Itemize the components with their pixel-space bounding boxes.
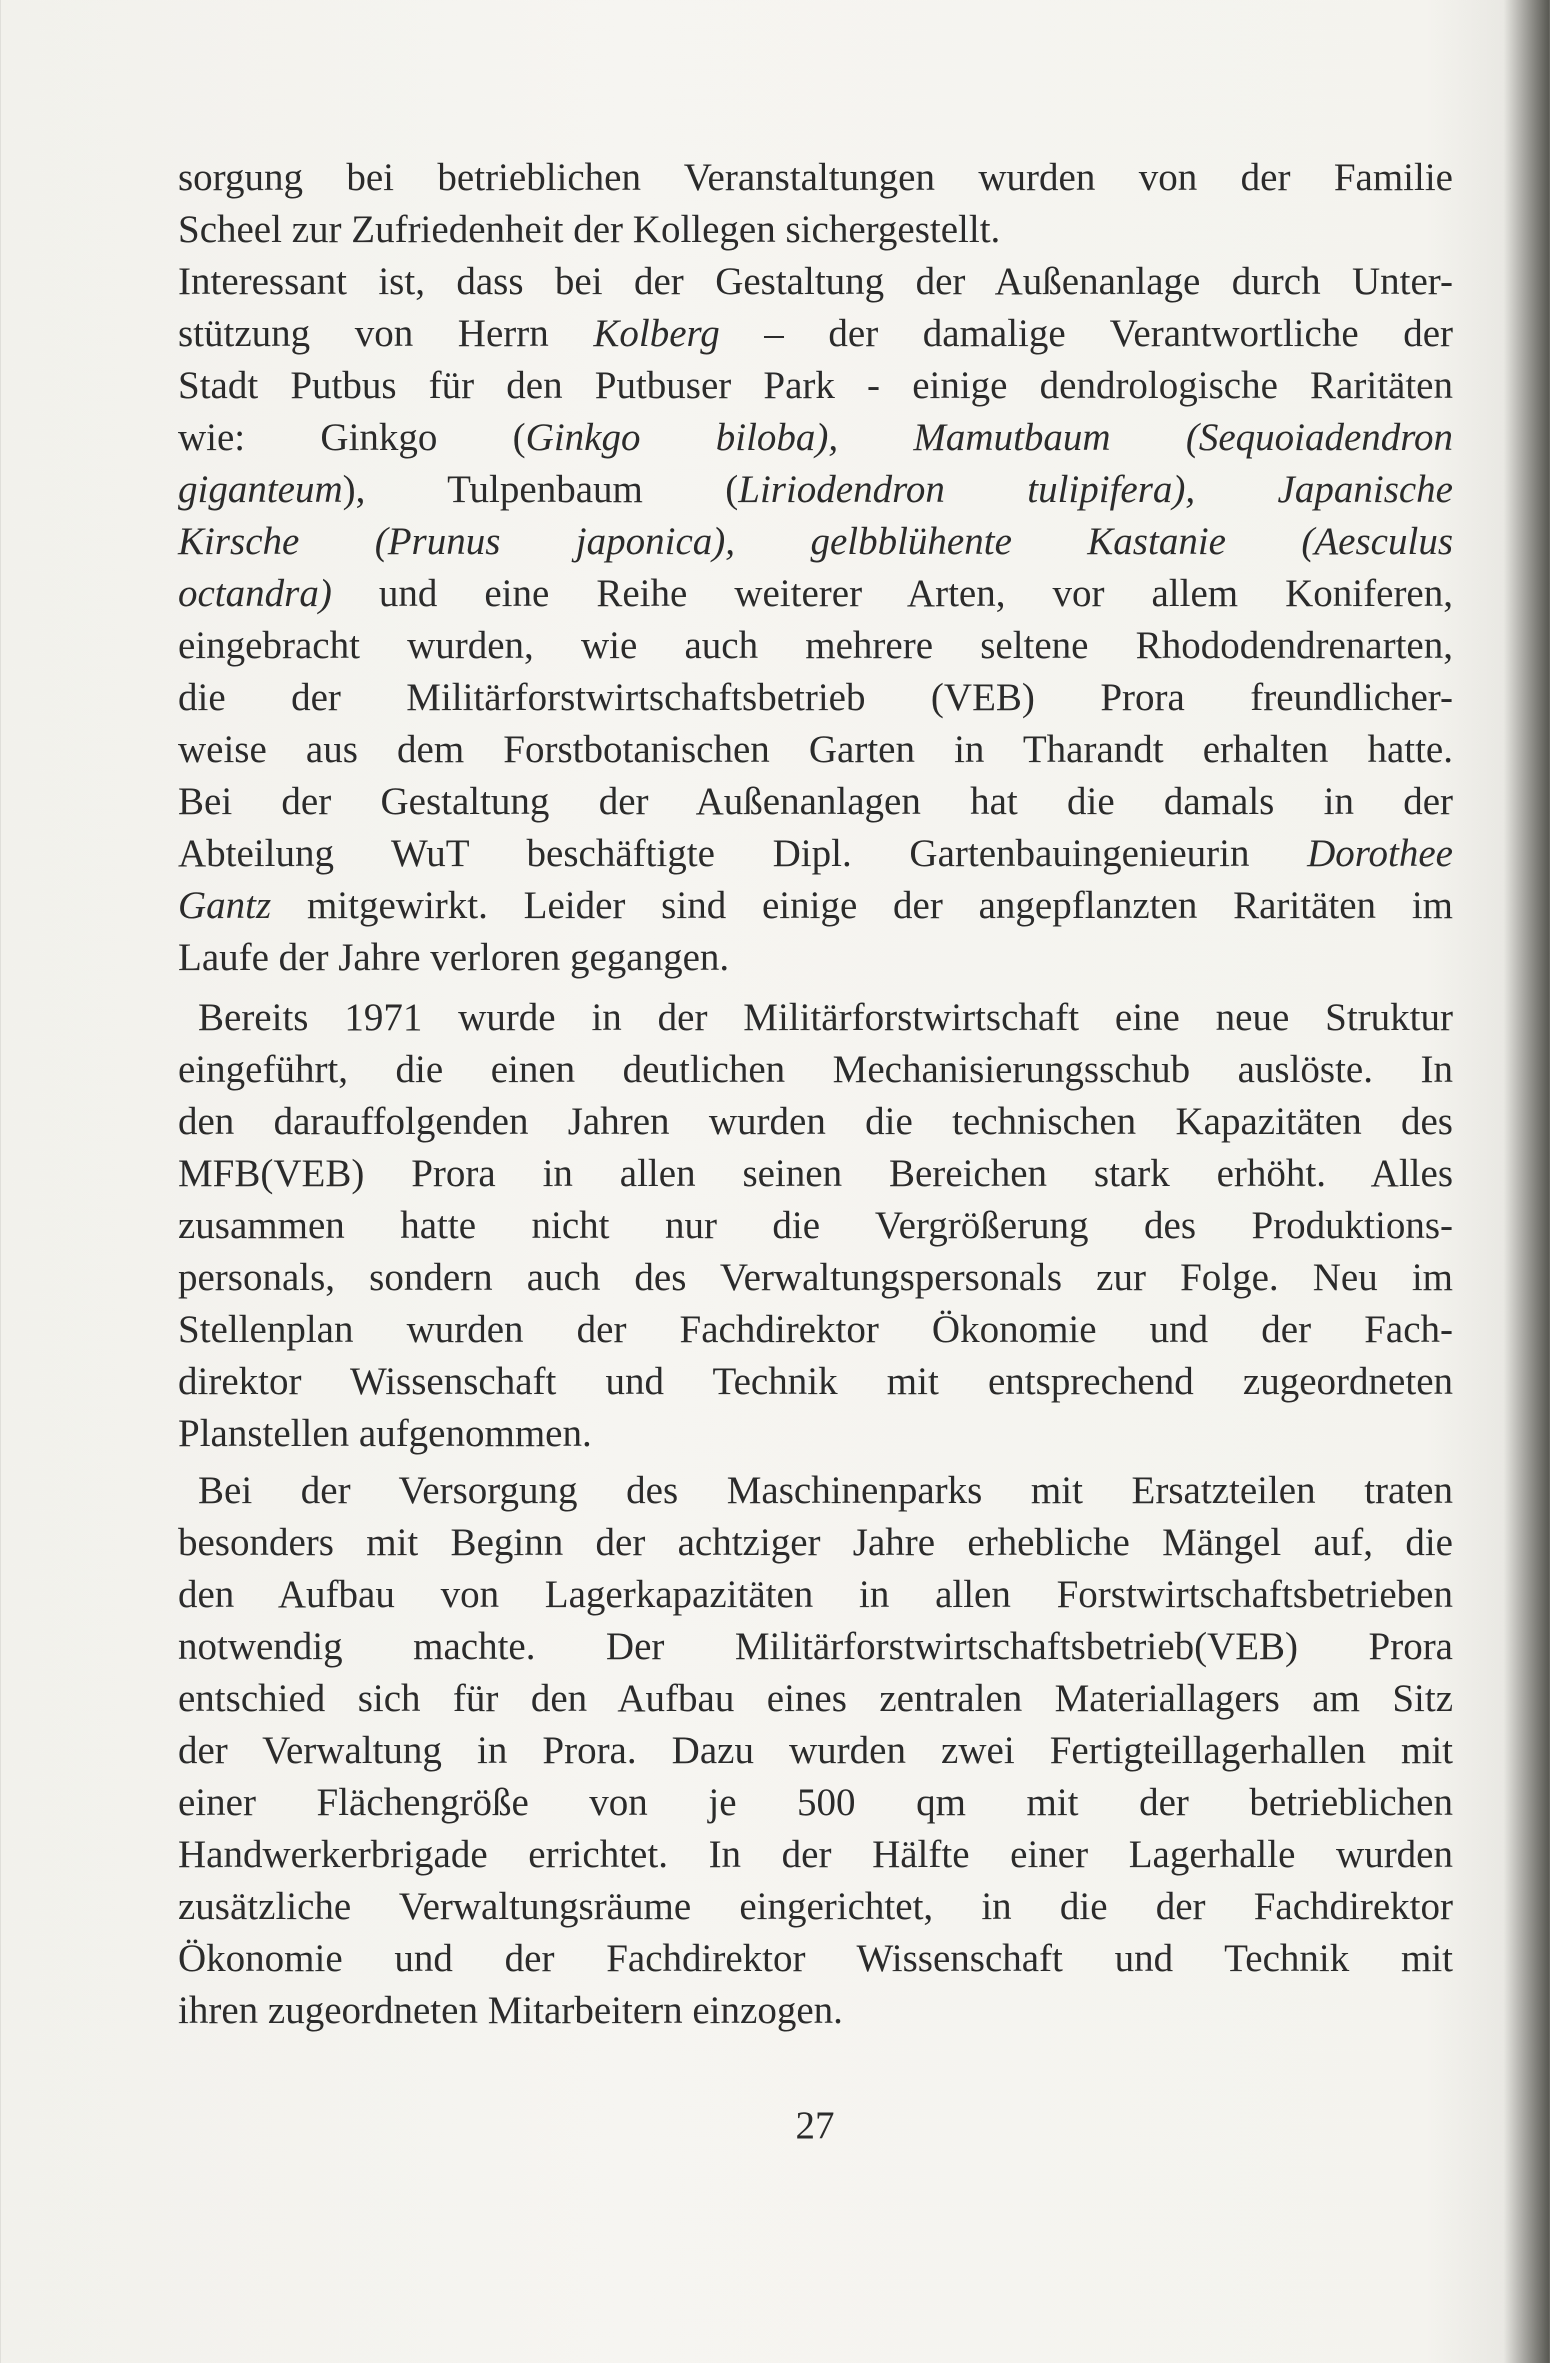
page-number: 27 <box>795 2104 835 2147</box>
text-line <box>178 1985 1453 2037</box>
text-segment: die der Militärforstwirtschaftsbetrieb (VEB) Prora freundlicher- <box>178 676 1453 719</box>
text-line <box>178 1200 1453 1252</box>
text-line <box>178 1673 1453 1725</box>
text-segment: der Verwaltung in Prora. Dazu wurden zwei Fertigteillagerhallen mit <box>178 1729 1453 1772</box>
text-segment: den darauffolgenden Jahren wurden die technischen Kapazitäten des <box>178 1100 1453 1143</box>
text-line <box>178 256 1453 308</box>
text-line <box>178 1829 1453 1881</box>
text-segment: MFB(VEB) Prora in allen seinen Bereichen stark erhöht. Alles <box>178 1152 1453 1195</box>
text-line <box>178 828 1453 880</box>
text-segment: ), Tulpenbaum ( <box>342 468 739 511</box>
text-line <box>178 880 1453 932</box>
text-segment: eingebracht wurden, wie auch mehrere seltene Rhododendrenarten, <box>178 624 1453 667</box>
text-segment: und eine Reihe weiterer Arten, vor allem Koniferen, <box>331 572 1453 615</box>
text-line <box>178 1148 1453 1200</box>
text-segment: eingeführt, die einen deutlichen Mechanisierungsschub auslöste. In <box>178 1048 1453 1091</box>
text-line <box>178 1881 1453 1933</box>
text-segment: entschied sich für den Aufbau eines zentralen Materiallagers am Sitz <box>178 1677 1453 1720</box>
text-segment: weise aus dem Forstbotanischen Garten in Tharandt erhalten hatte. <box>178 728 1453 771</box>
text-line <box>178 1569 1453 1621</box>
italic-text: Liriodendron tulipifera), Japanische <box>738 468 1453 511</box>
text-segment: direktor Wissenschaft und Technik mit entsprechend zugeordneten <box>178 1360 1453 1403</box>
text-segment: Scheel zur Zufriedenheit der Kollegen sichergestellt. <box>178 208 1001 251</box>
text-segment: Abteilung WuT beschäftigte Dipl. Gartenbauingenieurin <box>178 832 1308 875</box>
text-segment: Bei der Gestaltung der Außenanlagen hat die damals in der <box>178 780 1453 823</box>
italic-text: giganteum <box>178 468 343 511</box>
text-segment: Handwerkerbrigade errichtet. In der Hälfte einer Lagerhalle wurden <box>178 1833 1453 1876</box>
text-segment: Laufe der Jahre verloren gegangen. <box>178 936 730 979</box>
text-line <box>178 672 1453 724</box>
text-line <box>178 360 1453 412</box>
text-line <box>178 932 1453 984</box>
text-line <box>178 1408 1453 1460</box>
text-line <box>178 204 1453 256</box>
text-line <box>178 992 1453 1044</box>
text-line <box>178 1777 1453 1829</box>
text-segment: wie: Ginkgo ( <box>178 416 526 459</box>
text-segment: zusätzliche Verwaltungsräume eingerichtet, in die der Fachdirektor <box>178 1885 1453 1928</box>
italic-text: Gantz <box>178 884 272 927</box>
text-segment: personals, sondern auch des Verwaltungspersonals zur Folge. Neu im <box>178 1256 1453 1299</box>
text-segment: ihren zugeordneten Mitarbeitern einzogen. <box>178 1989 843 2032</box>
text-segment: stützung von Herrn <box>178 312 594 355</box>
text-line <box>178 464 1453 516</box>
text-segment: Stellenplan wurden der Fachdirektor Ökonomie und der Fach- <box>178 1308 1453 1351</box>
text-segment: Stadt Putbus für den Putbuser Park - einige dendrologische Raritäten <box>178 364 1453 407</box>
text-segment: Bereits 1971 wurde in der Militärforstwirtschaft eine neue Struktur <box>198 996 1453 1039</box>
italic-text: Ginkgo biloba), Mamutbaum (Sequoiadendron <box>525 416 1454 459</box>
text-segment: besonders mit Beginn der achtziger Jahre erhebliche Mängel auf, die <box>178 1521 1453 1564</box>
text-line <box>178 1465 1453 1517</box>
text-line <box>178 568 1453 620</box>
body-text <box>178 152 1453 2037</box>
text-line <box>178 1621 1453 1673</box>
text-segment: notwendig machte. Der Militärforstwirtschaftsbetrieb(VEB) Prora <box>178 1625 1453 1668</box>
text-line <box>178 308 1453 360</box>
text-line <box>178 724 1453 776</box>
text-segment: Ökonomie und der Fachdirektor Wissenschaft und Technik mit <box>178 1937 1453 1980</box>
text-line <box>178 776 1453 828</box>
italic-text: Kirsche (Prunus japonica), gelbblühente Kastanie (Aesculus <box>178 520 1453 563</box>
text-segment: Planstellen aufgenommen. <box>178 1412 592 1455</box>
italic-text: Kolberg <box>593 312 720 355</box>
text-segment: mitgewirkt. Leider sind einige der angepflanzten Raritäten im <box>271 884 1453 927</box>
text-line <box>178 620 1453 672</box>
text-line <box>178 1356 1453 1408</box>
text-segment: – der damalige Verantwortliche der <box>719 312 1454 355</box>
italic-text: Dorothee <box>1307 832 1453 875</box>
text-line <box>178 1252 1453 1304</box>
text-line <box>178 516 1453 568</box>
text-line <box>178 1096 1453 1148</box>
text-line <box>178 1517 1453 1569</box>
text-line <box>178 1933 1453 1985</box>
text-segment: den Aufbau von Lagerkapazitäten in allen Forstwirtschaftsbetrieben <box>178 1573 1453 1616</box>
text-segment: Bei der Versorgung des Maschinenparks mit Ersatzteilen traten <box>198 1469 1453 1512</box>
text-line <box>178 1304 1453 1356</box>
text-line <box>178 412 1453 464</box>
text-line <box>178 1044 1453 1096</box>
italic-text: octandra) <box>178 572 332 615</box>
text-line <box>178 1725 1453 1777</box>
text-segment: Interessant ist, dass bei der Gestaltung der Außenanlage durch Unter- <box>178 260 1453 303</box>
text-line <box>178 152 1453 204</box>
text-segment: sorgung bei betrieblichen Veranstaltungen wurden von der Familie <box>178 156 1453 199</box>
text-segment: einer Flächengröße von je 500 qm mit der betrieblichen <box>178 1781 1453 1824</box>
text-segment: zusammen hatte nicht nur die Vergrößerung des Produktions- <box>178 1204 1453 1247</box>
